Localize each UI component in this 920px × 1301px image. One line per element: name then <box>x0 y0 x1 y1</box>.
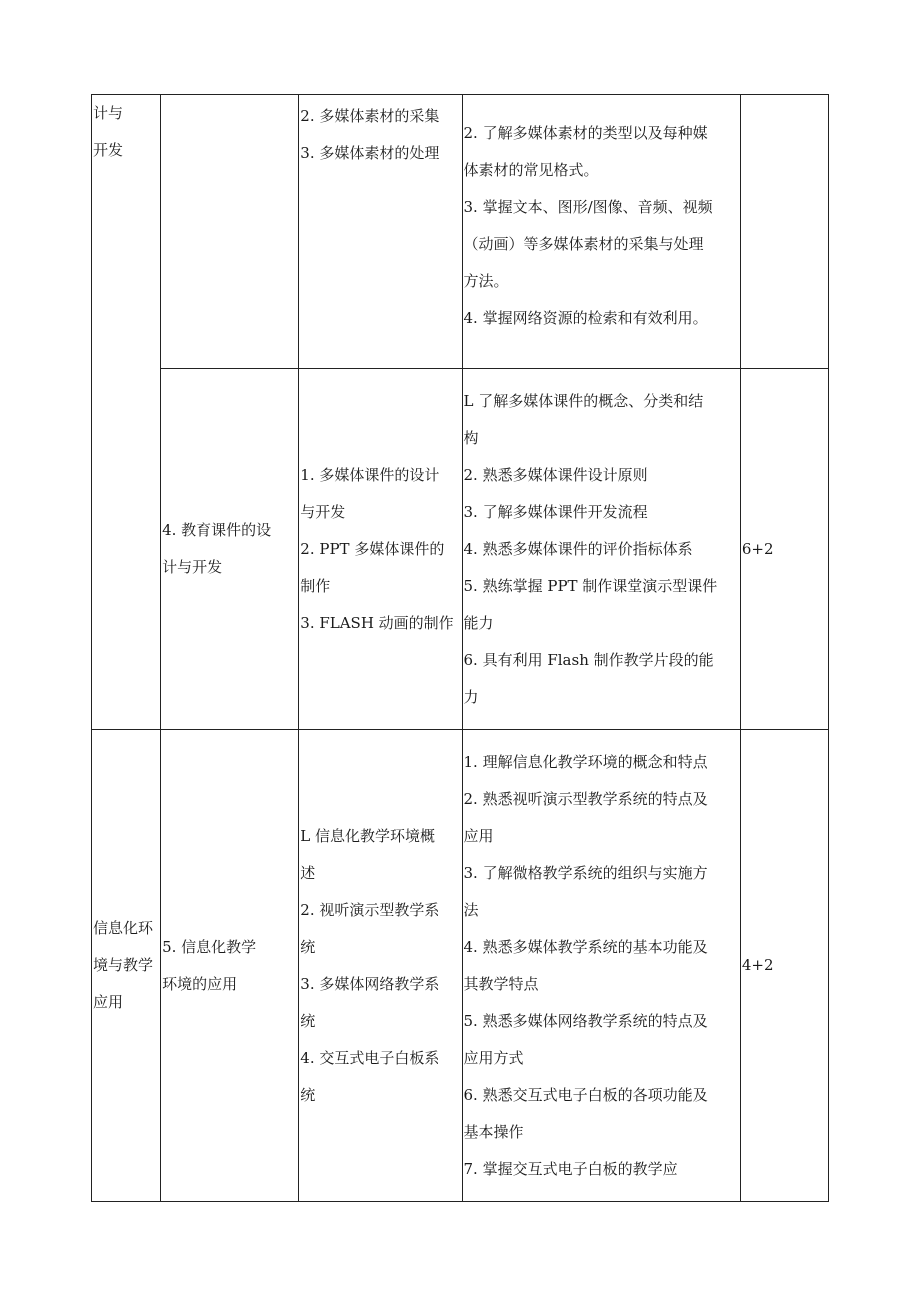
hours-cell <box>740 95 828 369</box>
requirements-cell <box>462 369 740 730</box>
content-line: L 信息化教学环境概 <box>300 826 436 845</box>
content-line: 述 <box>300 863 316 882</box>
content-line: 统 <box>300 937 316 956</box>
content-cell <box>299 95 462 369</box>
requirement-line: 方法。 <box>463 272 509 290</box>
content-line: 4. 交互式电子白板系 <box>300 1048 440 1067</box>
requirement-line: （动画）等多媒体素材的采集与处理 <box>463 235 704 253</box>
requirement-line: 力 <box>463 687 479 706</box>
requirement-line: 2. 熟悉视听演示型教学系统的特点及 <box>463 789 708 808</box>
requirements-cell <box>462 95 740 369</box>
requirement-line: 4. 熟悉多媒体教学系统的基本功能及 <box>463 937 708 956</box>
unit-cell <box>161 730 299 1202</box>
requirement-line: 能力 <box>463 613 494 632</box>
content-line: 制作 <box>300 576 331 595</box>
requirement-line: 5. 熟悉多媒体网络教学系统的特点及 <box>463 1011 708 1030</box>
unit-cell <box>161 95 299 369</box>
unit-text: 环境的应用 <box>162 974 238 993</box>
content-cell <box>299 730 462 1202</box>
requirement-line: 应用 <box>463 826 494 845</box>
requirement-line: 5. 熟练掌握 PPT 制作课堂演示型课件 <box>463 576 718 595</box>
unit-text: 计与开发 <box>162 558 223 576</box>
requirement-line: 构 <box>463 428 479 447</box>
requirement-line: 7. 掌握交互式电子白板的教学应 <box>463 1159 678 1178</box>
requirement-line: 2. 熟悉多媒体课件设计原则 <box>463 465 648 484</box>
module-text: 开发 <box>93 141 124 159</box>
content-line: 3. 多媒体网络教学系 <box>300 974 440 993</box>
requirement-line: 法 <box>463 900 479 919</box>
requirement-line: 6. 具有利用 Flash 制作教学片段的能 <box>463 650 714 669</box>
requirement-line: 1. 理解信息化教学环境的概念和特点 <box>463 752 708 771</box>
requirement-line: 2. 了解多媒体素材的类型以及每种媒 <box>463 124 708 142</box>
module-text: 计与 <box>93 104 124 122</box>
requirement-line: 应用方式 <box>463 1048 524 1067</box>
requirement-line: 3. 了解微格教学系统的组织与实施方 <box>463 863 708 882</box>
requirement-line: 体素材的常见格式。 <box>463 161 599 179</box>
requirement-line: 3. 了解多媒体课件开发流程 <box>463 502 648 521</box>
table-row <box>92 730 829 1202</box>
content-line: 统 <box>300 1011 316 1030</box>
module-text: 信息化环 <box>93 919 154 937</box>
requirement-line: 其教学特点 <box>463 974 539 993</box>
content-cell <box>299 369 462 730</box>
requirement-line: 6. 熟悉交互式电子白板的各项功能及 <box>463 1085 708 1104</box>
content-line: 2. PPT 多媒体课件的 <box>300 539 445 558</box>
requirement-line: 3. 掌握文本、图形/图像、音频、视频 <box>463 198 713 216</box>
requirement-line: 4. 掌握网络资源的检索和有效利用。 <box>463 309 708 327</box>
module-cell <box>92 95 161 730</box>
module-text: 境与教学 <box>93 956 154 974</box>
hours-cell: 6+2 <box>740 369 828 730</box>
content-line: 1. 多媒体课件的设计 <box>300 465 440 484</box>
module-text: 应用 <box>93 993 124 1011</box>
content-line: 统 <box>300 1085 316 1104</box>
requirement-line: 4. 熟悉多媒体课件的评价指标体系 <box>463 539 693 558</box>
content-line: 与开发 <box>300 502 346 521</box>
requirement-line: L 了解多媒体课件的概念、分类和结 <box>463 391 704 410</box>
requirement-line: 基本操作 <box>463 1122 524 1141</box>
syllabus-table <box>91 94 829 1202</box>
requirements-cell <box>462 730 740 1202</box>
unit-cell <box>161 369 299 730</box>
content-line: 3. FLASH 动画的制作 <box>300 613 454 632</box>
hours-cell: 4+2 <box>740 730 828 1202</box>
unit-text: 4. 教育课件的设 <box>162 521 272 539</box>
content-line: 2. 视听演示型教学系 <box>300 900 440 919</box>
content-line: 2. 多媒体素材的采集 <box>300 107 440 125</box>
table-row <box>92 369 829 730</box>
module-cell <box>92 730 161 1202</box>
table-row <box>92 95 829 369</box>
content-line: 3. 多媒体素材的处理 <box>300 144 440 162</box>
unit-text: 5. 信息化教学 <box>162 937 257 956</box>
